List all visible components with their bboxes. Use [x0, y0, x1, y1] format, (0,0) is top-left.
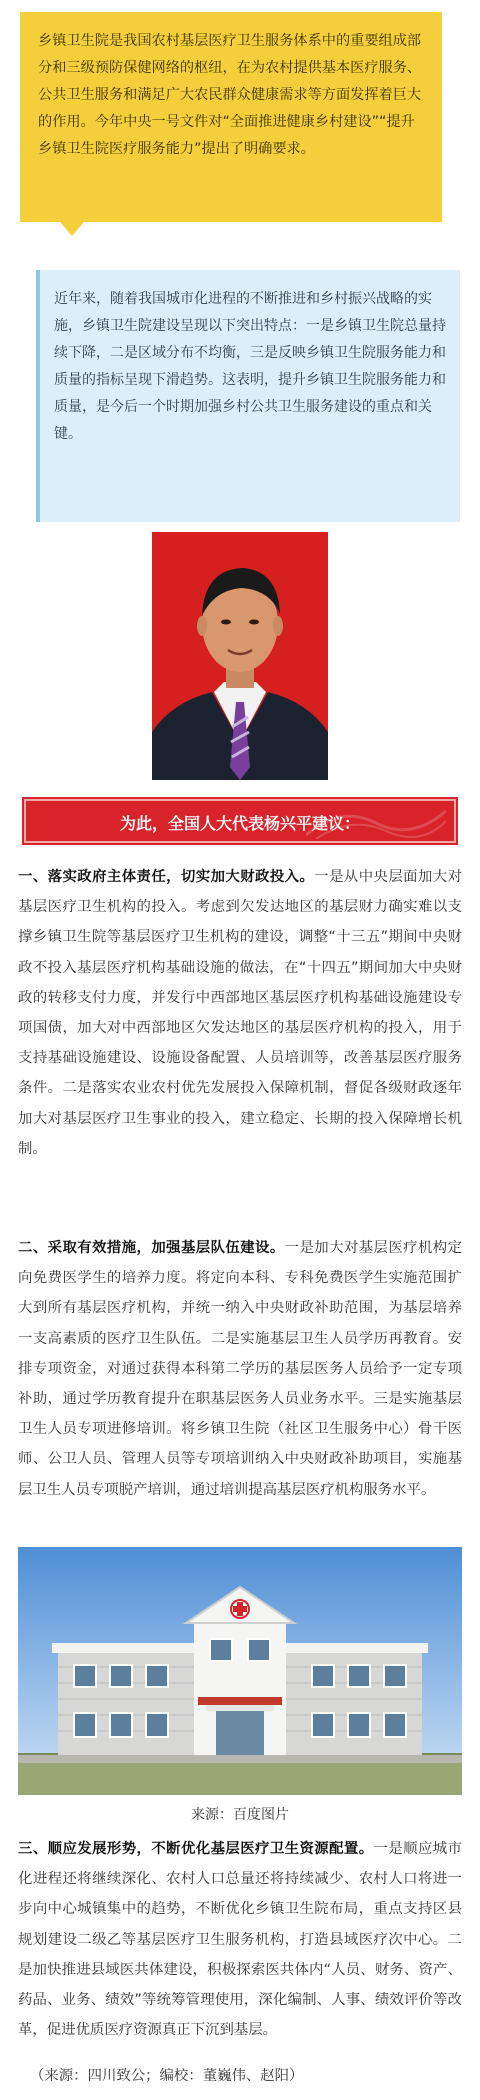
section-2-lead: 二、采取有效措施，加强基层队伍建设。 — [18, 1240, 285, 1256]
building-illustration — [18, 1547, 462, 1795]
proposal-banner — [24, 799, 456, 843]
banner-text: 为此，全国人大代表杨兴平建议： — [119, 814, 360, 833]
section-1-lead: 一、落实政府主体责任，切实加大财政投入。 — [18, 869, 315, 885]
background-text: 近年来，随着我国城市化进程的不断推进和乡村振兴战略的实施，乡镇卫生院建设呈现以下突出特点：一是乡镇卫生院总量持续下降，二是区域分布不均衡，三是反映乡镇卫生院服务能力和质量的指标呈现下滑趋势。这表明，提升乡镇卫生院服务能力和质量，是今后一个时期加强乡村公共卫生服务建设的重点和关键。 — [54, 291, 446, 442]
section-3 — [18, 1834, 462, 2045]
background-box — [36, 270, 460, 522]
portrait-photo — [152, 532, 328, 780]
source-line: （来源：四川致公；编校：董巍伟、赵阳） — [30, 2068, 304, 2084]
section-3-lead: 三、顺应发展形势，不断优化基层医疗卫生资源配置。 — [18, 1841, 374, 1857]
image-caption: 来源：百度图片 — [191, 1807, 289, 1823]
intro-callout — [20, 12, 442, 222]
section-1-body: 一是从中央层面加大对基层医疗卫生机构的投入。考虑到欠发达地区的基层财力确实难以支撑乡镇卫生院等基层医疗卫生机构的建设，调整“十三五”期间中央财政不投入基层医疗机构基础设施的做法，在“十四五”期间加大中央财政的转移支付力度，并发行中西部地区基层医疗机构基础设施建设专项国债，加大对中西部地区欠发达地区的基层医疗机构的投入，用于支持基础设施建设、设施设备配置、人员培训等，改善基层医疗服务条件。二是落实农业农村优先发展投入保障机制，督促各级财政逐年加大对基层医疗卫生事业的投入，建立稳定、长期的投入保障增长机制。 — [18, 869, 462, 1157]
clinic-building-image — [18, 1547, 462, 1795]
section-2-body: 一是加大对基层医疗机构定向免费医学生的培养力度。将定向本科、专科免费医学生实施范围扩大到所有基层医疗机构，并统一纳入中央财政补助范围，为基层培养一支高素质的医疗卫生队伍。二是实施基层卫生人员学历再教育。安排专项资金，对通过获得本科第二学历的基层医务人员给予一定专项补助，通过学历教育提升在职基层医务人员业务水平。三是实施基层卫生人员专项进修培训。将乡镇卫生院（社区卫生服务中心）骨干医师、公卫人员、管理人员等专项培训纳入中央财政补助项目，实施基层卫生人员专项脱产培训，通过培训提高基层医疗机构服务水平。 — [18, 1240, 462, 1498]
section-3-body: 一是顺应城市化进程还将继续深化、农村人口总量还将持续减少、农村人口将进一步向中心城镇集中的趋势，不断优化乡镇卫生院布局，重点支持区县规划建设二级乙等基层医疗卫生服务机构，打造县域医疗次中心。二是加快推进县域医共体建设，积极探索医共体内“人员、财务、资产、药品、业务、绩效”等统筹管理使用，深化编制、人事、绩效评价等改革，促进优质医疗资源真正下沉到基层。 — [18, 1841, 462, 2039]
callout-tail — [60, 222, 84, 236]
intro-text: 乡镇卫生院是我国农村基层医疗卫生服务体系中的重要组成部分和三级预防保健网络的枢纽，在为农村提供基本医疗服务、公共卫生服务和满足广大农民群众健康需求等方面发挥着巨大的作用。今年中央一号文件对“全面推进健康乡村建设”“提升乡镇卫生院医疗服务能力”提出了明确要求。 — [38, 33, 422, 157]
portrait-illustration — [152, 532, 328, 780]
section-1 — [18, 862, 462, 1164]
section-2 — [18, 1233, 462, 1505]
